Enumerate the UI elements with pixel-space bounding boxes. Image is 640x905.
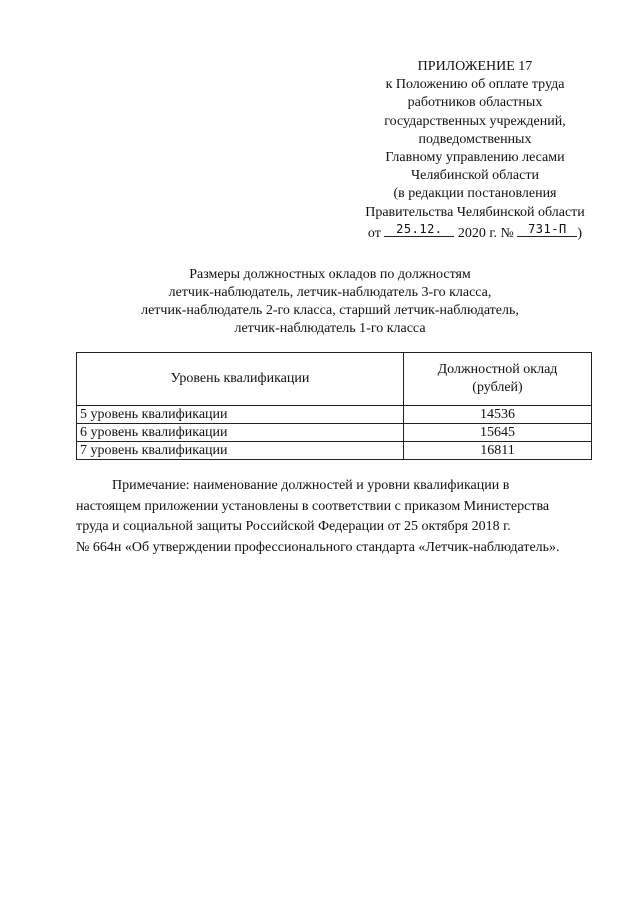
header-line: работников областных	[407, 95, 543, 111]
table-header-row	[77, 353, 592, 406]
salary-cell: 15645	[404, 424, 592, 442]
salary-header-line1: Должностной оклад	[437, 362, 558, 377]
handwritten-number: 731-П	[528, 221, 567, 236]
header-line: (в редакции постановления	[393, 186, 557, 202]
number-field	[517, 222, 577, 237]
title-line: летчик-наблюдатель 1-го класса	[234, 321, 426, 336]
header-line: государственных учреждений,	[384, 113, 566, 129]
note-line: Примечание: наименование должностей и уровни квалификации в	[112, 478, 510, 493]
document-title	[80, 266, 580, 338]
qualification-level-cell: 6 уровень квалификации	[77, 424, 404, 442]
year-text: 2020 г. №	[457, 225, 514, 241]
table-row	[77, 406, 592, 424]
salary-header	[404, 353, 592, 406]
handwritten-date: 25.12.	[396, 221, 443, 236]
table-row	[77, 424, 592, 442]
resolution-line	[367, 221, 583, 241]
salary-table	[76, 352, 592, 460]
appendix-header	[340, 58, 610, 243]
note-line: № 664н «Об утверждении профессионального стандарта «Летчик-наблюдатель».	[76, 539, 560, 555]
from-prefix: от	[367, 225, 381, 241]
header-line: подведомственных	[418, 131, 532, 147]
appendix-title: ПРИЛОЖЕНИЕ 17	[417, 59, 533, 74]
salary-header-line2: (рублей)	[472, 380, 523, 395]
note-paragraph	[76, 476, 592, 558]
header-line: Главному управлению лесами	[385, 150, 565, 166]
qualification-level-header: Уровень квалификации	[77, 353, 404, 406]
header-line: Челябинской области	[411, 168, 539, 184]
header-line: Правительства Челябинской области	[365, 204, 585, 220]
note-line: настоящем приложении установлены в соответствии с приказом Министерства	[76, 498, 550, 514]
note-line: труда и социальной защиты Российской Федерации от 25 октября 2018 г.	[76, 519, 511, 534]
table-row	[77, 442, 592, 460]
title-line: летчик-наблюдатель 2-го класса, старший летчик-наблюдатель,	[141, 303, 519, 318]
qualification-level-cell: 7 уровень квалификации	[77, 442, 404, 460]
title-line: летчик-наблюдатель, летчик-наблюдатель 3-го класса,	[168, 285, 492, 300]
close-paren: )	[577, 225, 583, 241]
date-field	[384, 222, 454, 237]
title-line: Размеры должностных окладов по должностям	[189, 267, 471, 282]
header-line: к Положению об оплате труда	[385, 77, 565, 93]
salary-cell: 16811	[404, 442, 592, 460]
salary-cell: 14536	[404, 406, 592, 424]
qualification-level-cell: 5 уровень квалификации	[77, 406, 404, 424]
